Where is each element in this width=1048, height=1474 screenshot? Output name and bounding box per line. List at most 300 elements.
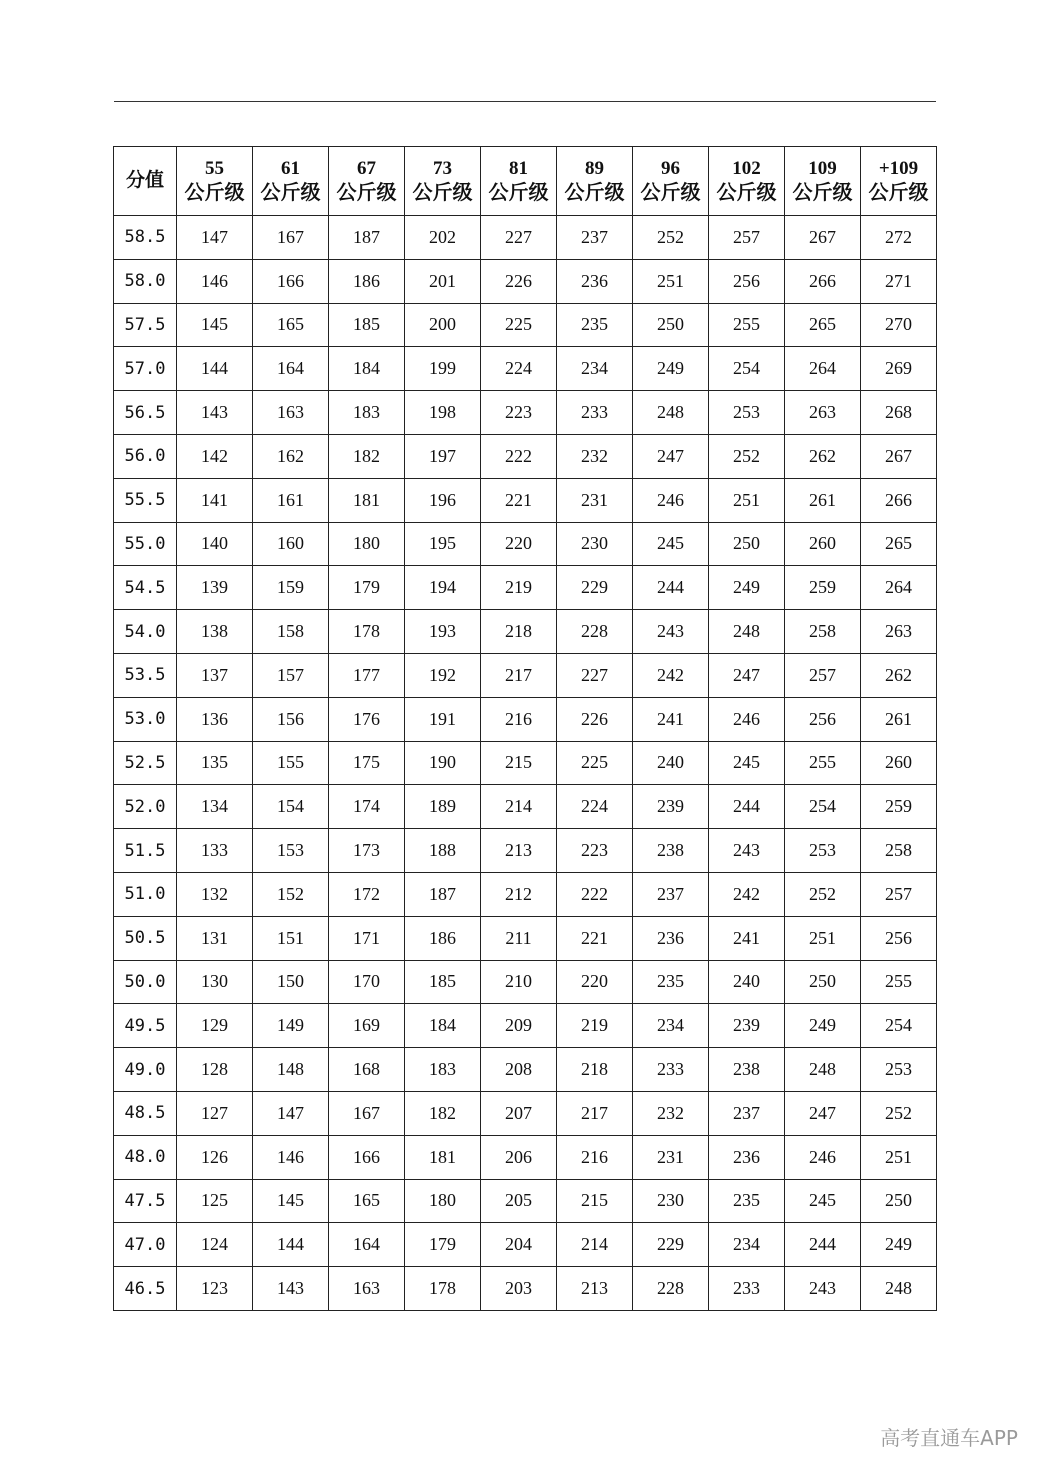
value-cell: 133 — [177, 829, 253, 873]
value-cell: 254 — [861, 1004, 937, 1048]
value-cell: 216 — [557, 1135, 633, 1179]
value-cell: 210 — [481, 960, 557, 1004]
value-cell: 165 — [329, 1179, 405, 1223]
value-cell: 240 — [709, 960, 785, 1004]
table-row — [114, 1048, 937, 1092]
value-cell: 266 — [861, 478, 937, 522]
score-cell: 57.5 — [114, 303, 177, 347]
value-cell: 155 — [253, 741, 329, 785]
value-cell: 218 — [481, 610, 557, 654]
table-row — [114, 216, 937, 260]
weight-class-header — [329, 147, 405, 216]
weight-value: +109 — [878, 158, 919, 179]
value-cell: 234 — [633, 1004, 709, 1048]
value-cell: 239 — [709, 1004, 785, 1048]
score-cell: 47.0 — [114, 1223, 177, 1267]
score-cell: 51.0 — [114, 872, 177, 916]
value-cell: 177 — [329, 653, 405, 697]
value-cell: 184 — [329, 347, 405, 391]
value-cell: 239 — [633, 785, 709, 829]
value-cell: 178 — [405, 1267, 481, 1311]
value-cell: 132 — [177, 872, 253, 916]
value-cell: 234 — [557, 347, 633, 391]
weight-class-header — [481, 147, 557, 216]
value-cell: 135 — [177, 741, 253, 785]
value-cell: 131 — [177, 916, 253, 960]
value-cell: 185 — [329, 303, 405, 347]
value-cell: 140 — [177, 522, 253, 566]
value-cell: 222 — [557, 872, 633, 916]
score-cell: 49.0 — [114, 1048, 177, 1092]
value-cell: 171 — [329, 916, 405, 960]
table-row — [114, 872, 937, 916]
value-cell: 175 — [329, 741, 405, 785]
weight-value: 109 — [808, 158, 837, 179]
table-row — [114, 960, 937, 1004]
score-cell: 55.5 — [114, 478, 177, 522]
weight-class-header — [785, 147, 861, 216]
value-cell: 248 — [709, 610, 785, 654]
score-cell: 54.0 — [114, 610, 177, 654]
value-cell: 270 — [861, 303, 937, 347]
value-cell: 256 — [709, 259, 785, 303]
table-row — [114, 741, 937, 785]
value-cell: 237 — [557, 216, 633, 260]
value-cell: 191 — [405, 697, 481, 741]
top-rule — [114, 101, 936, 102]
value-cell: 129 — [177, 1004, 253, 1048]
value-cell: 125 — [177, 1179, 253, 1223]
value-cell: 203 — [481, 1267, 557, 1311]
value-cell: 214 — [481, 785, 557, 829]
score-cell: 47.5 — [114, 1179, 177, 1223]
weight-value: 55 — [205, 158, 224, 179]
score-cell: 54.5 — [114, 566, 177, 610]
value-cell: 228 — [633, 1267, 709, 1311]
table-row — [114, 303, 937, 347]
value-cell: 251 — [861, 1135, 937, 1179]
value-cell: 166 — [253, 259, 329, 303]
header-row — [114, 147, 937, 216]
value-cell: 215 — [557, 1179, 633, 1223]
weight-unit: 公斤级 — [640, 182, 701, 204]
value-cell: 152 — [253, 872, 329, 916]
value-cell: 229 — [633, 1223, 709, 1267]
value-cell: 250 — [861, 1179, 937, 1223]
weight-class-header — [405, 147, 481, 216]
score-cell: 58.5 — [114, 216, 177, 260]
value-cell: 267 — [785, 216, 861, 260]
value-cell: 225 — [481, 303, 557, 347]
value-cell: 226 — [481, 259, 557, 303]
value-cell: 126 — [177, 1135, 253, 1179]
value-cell: 148 — [253, 1048, 329, 1092]
value-cell: 216 — [481, 697, 557, 741]
value-cell: 199 — [405, 347, 481, 391]
value-cell: 252 — [861, 1091, 937, 1135]
value-cell: 187 — [329, 216, 405, 260]
value-cell: 159 — [253, 566, 329, 610]
score-cell: 53.0 — [114, 697, 177, 741]
value-cell: 249 — [861, 1223, 937, 1267]
value-cell: 143 — [253, 1267, 329, 1311]
value-cell: 262 — [861, 653, 937, 697]
value-cell: 172 — [329, 872, 405, 916]
table-row — [114, 1091, 937, 1135]
value-cell: 221 — [557, 916, 633, 960]
value-cell: 209 — [481, 1004, 557, 1048]
value-cell: 179 — [329, 566, 405, 610]
value-cell: 227 — [557, 653, 633, 697]
value-cell: 193 — [405, 610, 481, 654]
value-cell: 167 — [253, 216, 329, 260]
value-cell: 213 — [481, 829, 557, 873]
value-cell: 244 — [633, 566, 709, 610]
value-cell: 178 — [329, 610, 405, 654]
score-cell: 57.0 — [114, 347, 177, 391]
table-row — [114, 1135, 937, 1179]
value-cell: 212 — [481, 872, 557, 916]
value-cell: 243 — [785, 1267, 861, 1311]
value-cell: 257 — [785, 653, 861, 697]
score-cell: 50.0 — [114, 960, 177, 1004]
value-cell: 250 — [785, 960, 861, 1004]
table-row — [114, 1004, 937, 1048]
value-cell: 184 — [405, 1004, 481, 1048]
table-row — [114, 522, 937, 566]
weight-unit: 公斤级 — [716, 182, 777, 204]
value-cell: 153 — [253, 829, 329, 873]
value-cell: 249 — [785, 1004, 861, 1048]
value-cell: 127 — [177, 1091, 253, 1135]
value-cell: 188 — [405, 829, 481, 873]
value-cell: 245 — [709, 741, 785, 785]
value-cell: 248 — [633, 391, 709, 435]
value-cell: 258 — [861, 829, 937, 873]
value-cell: 241 — [633, 697, 709, 741]
value-cell: 256 — [861, 916, 937, 960]
weight-unit: 公斤级 — [336, 182, 397, 204]
weight-class-header — [709, 147, 785, 216]
weight-value: 61 — [281, 158, 300, 179]
value-cell: 147 — [253, 1091, 329, 1135]
value-cell: 252 — [633, 216, 709, 260]
value-cell: 219 — [481, 566, 557, 610]
value-cell: 217 — [481, 653, 557, 697]
value-cell: 263 — [785, 391, 861, 435]
value-cell: 247 — [709, 653, 785, 697]
score-cell: 46.5 — [114, 1267, 177, 1311]
table-row — [114, 1179, 937, 1223]
value-cell: 151 — [253, 916, 329, 960]
table-row — [114, 1267, 937, 1311]
value-cell: 169 — [329, 1004, 405, 1048]
value-cell: 138 — [177, 610, 253, 654]
value-cell: 254 — [709, 347, 785, 391]
value-cell: 247 — [785, 1091, 861, 1135]
weight-unit: 公斤级 — [868, 182, 929, 204]
value-cell: 128 — [177, 1048, 253, 1092]
value-cell: 180 — [329, 522, 405, 566]
value-cell: 176 — [329, 697, 405, 741]
value-cell: 202 — [405, 216, 481, 260]
value-cell: 201 — [405, 259, 481, 303]
value-cell: 272 — [861, 216, 937, 260]
value-cell: 259 — [785, 566, 861, 610]
table-row — [114, 785, 937, 829]
value-cell: 165 — [253, 303, 329, 347]
value-cell: 215 — [481, 741, 557, 785]
weight-value: 89 — [585, 158, 604, 179]
value-cell: 249 — [709, 566, 785, 610]
weight-class-header — [177, 147, 253, 216]
value-cell: 224 — [557, 785, 633, 829]
value-cell: 250 — [709, 522, 785, 566]
score-cell: 51.5 — [114, 829, 177, 873]
table-row — [114, 434, 937, 478]
value-cell: 247 — [633, 434, 709, 478]
value-cell: 257 — [861, 872, 937, 916]
value-cell: 244 — [709, 785, 785, 829]
value-cell: 246 — [709, 697, 785, 741]
value-cell: 260 — [785, 522, 861, 566]
value-cell: 254 — [785, 785, 861, 829]
value-cell: 236 — [709, 1135, 785, 1179]
value-cell: 258 — [785, 610, 861, 654]
table-row — [114, 566, 937, 610]
value-cell: 206 — [481, 1135, 557, 1179]
value-cell: 233 — [709, 1267, 785, 1311]
value-cell: 226 — [557, 697, 633, 741]
value-cell: 213 — [557, 1267, 633, 1311]
value-cell: 231 — [633, 1135, 709, 1179]
value-cell: 252 — [709, 434, 785, 478]
value-cell: 253 — [785, 829, 861, 873]
value-cell: 244 — [785, 1223, 861, 1267]
value-cell: 233 — [557, 391, 633, 435]
weight-value: 102 — [732, 158, 761, 179]
score-column-header: 分值 — [114, 147, 177, 216]
value-cell: 173 — [329, 829, 405, 873]
value-cell: 186 — [405, 916, 481, 960]
value-cell: 189 — [405, 785, 481, 829]
value-cell: 252 — [785, 872, 861, 916]
score-cell: 48.0 — [114, 1135, 177, 1179]
value-cell: 146 — [253, 1135, 329, 1179]
value-cell: 187 — [405, 872, 481, 916]
weight-class-header — [861, 147, 937, 216]
value-cell: 248 — [861, 1267, 937, 1311]
value-cell: 251 — [785, 916, 861, 960]
value-cell: 221 — [481, 478, 557, 522]
value-cell: 147 — [177, 216, 253, 260]
value-cell: 174 — [329, 785, 405, 829]
value-cell: 230 — [557, 522, 633, 566]
value-cell: 156 — [253, 697, 329, 741]
weight-value: 73 — [433, 158, 452, 179]
value-cell: 225 — [557, 741, 633, 785]
value-cell: 255 — [709, 303, 785, 347]
value-cell: 236 — [633, 916, 709, 960]
value-cell: 242 — [633, 653, 709, 697]
value-cell: 164 — [253, 347, 329, 391]
value-cell: 238 — [709, 1048, 785, 1092]
value-cell: 139 — [177, 566, 253, 610]
value-cell: 145 — [177, 303, 253, 347]
value-cell: 265 — [785, 303, 861, 347]
value-cell: 183 — [405, 1048, 481, 1092]
table-row — [114, 391, 937, 435]
value-cell: 246 — [785, 1135, 861, 1179]
value-cell: 266 — [785, 259, 861, 303]
table-row — [114, 478, 937, 522]
weight-class-header — [633, 147, 709, 216]
value-cell: 262 — [785, 434, 861, 478]
value-cell: 255 — [785, 741, 861, 785]
weight-unit: 公斤级 — [564, 182, 625, 204]
weight-unit: 公斤级 — [792, 182, 853, 204]
score-cell: 56.5 — [114, 391, 177, 435]
value-cell: 163 — [253, 391, 329, 435]
weight-unit: 公斤级 — [260, 182, 321, 204]
value-cell: 238 — [633, 829, 709, 873]
score-cell: 55.0 — [114, 522, 177, 566]
value-cell: 160 — [253, 522, 329, 566]
table-body — [114, 216, 937, 1311]
score-table — [113, 146, 937, 1311]
value-cell: 183 — [329, 391, 405, 435]
value-cell: 233 — [633, 1048, 709, 1092]
table-row — [114, 259, 937, 303]
value-cell: 251 — [709, 478, 785, 522]
value-cell: 162 — [253, 434, 329, 478]
value-cell: 245 — [633, 522, 709, 566]
watermark: 高考直通车APP — [880, 1426, 1018, 1450]
score-cell: 50.5 — [114, 916, 177, 960]
value-cell: 229 — [557, 566, 633, 610]
value-cell: 143 — [177, 391, 253, 435]
value-cell: 224 — [481, 347, 557, 391]
value-cell: 253 — [709, 391, 785, 435]
value-cell: 260 — [861, 741, 937, 785]
table-row — [114, 829, 937, 873]
value-cell: 144 — [253, 1223, 329, 1267]
value-cell: 241 — [709, 916, 785, 960]
value-cell: 251 — [633, 259, 709, 303]
value-cell: 144 — [177, 347, 253, 391]
value-cell: 255 — [861, 960, 937, 1004]
value-cell: 170 — [329, 960, 405, 1004]
value-cell: 263 — [861, 610, 937, 654]
value-cell: 265 — [861, 522, 937, 566]
value-cell: 145 — [253, 1179, 329, 1223]
value-cell: 164 — [329, 1223, 405, 1267]
value-cell: 250 — [633, 303, 709, 347]
value-cell: 231 — [557, 478, 633, 522]
value-cell: 123 — [177, 1267, 253, 1311]
value-cell: 168 — [329, 1048, 405, 1092]
score-cell: 58.0 — [114, 259, 177, 303]
value-cell: 223 — [481, 391, 557, 435]
value-cell: 253 — [861, 1048, 937, 1092]
weight-class-header — [557, 147, 633, 216]
value-cell: 235 — [709, 1179, 785, 1223]
value-cell: 179 — [405, 1223, 481, 1267]
value-cell: 220 — [557, 960, 633, 1004]
value-cell: 236 — [557, 259, 633, 303]
value-cell: 134 — [177, 785, 253, 829]
value-cell: 166 — [329, 1135, 405, 1179]
weight-class-header — [253, 147, 329, 216]
table-row — [114, 916, 937, 960]
value-cell: 181 — [329, 478, 405, 522]
value-cell: 204 — [481, 1223, 557, 1267]
value-cell: 214 — [557, 1223, 633, 1267]
value-cell: 257 — [709, 216, 785, 260]
value-cell: 197 — [405, 434, 481, 478]
value-cell: 157 — [253, 653, 329, 697]
value-cell: 220 — [481, 522, 557, 566]
value-cell: 235 — [633, 960, 709, 1004]
score-cell: 53.5 — [114, 653, 177, 697]
value-cell: 130 — [177, 960, 253, 1004]
value-cell: 142 — [177, 434, 253, 478]
value-cell: 267 — [861, 434, 937, 478]
score-cell: 52.0 — [114, 785, 177, 829]
value-cell: 261 — [861, 697, 937, 741]
value-cell: 227 — [481, 216, 557, 260]
value-cell: 230 — [633, 1179, 709, 1223]
value-cell: 235 — [557, 303, 633, 347]
value-cell: 222 — [481, 434, 557, 478]
value-cell: 198 — [405, 391, 481, 435]
value-cell: 211 — [481, 916, 557, 960]
value-cell: 154 — [253, 785, 329, 829]
value-cell: 158 — [253, 610, 329, 654]
value-cell: 264 — [785, 347, 861, 391]
value-cell: 232 — [633, 1091, 709, 1135]
weight-unit: 公斤级 — [488, 182, 549, 204]
value-cell: 136 — [177, 697, 253, 741]
score-cell: 48.5 — [114, 1091, 177, 1135]
value-cell: 146 — [177, 259, 253, 303]
weight-value: 67 — [357, 158, 376, 179]
value-cell: 271 — [861, 259, 937, 303]
table-row — [114, 653, 937, 697]
value-cell: 195 — [405, 522, 481, 566]
value-cell: 218 — [557, 1048, 633, 1092]
value-cell: 181 — [405, 1135, 481, 1179]
value-cell: 180 — [405, 1179, 481, 1223]
value-cell: 137 — [177, 653, 253, 697]
value-cell: 243 — [633, 610, 709, 654]
table-row — [114, 697, 937, 741]
value-cell: 259 — [861, 785, 937, 829]
value-cell: 237 — [709, 1091, 785, 1135]
table-row — [114, 1223, 937, 1267]
value-cell: 150 — [253, 960, 329, 1004]
value-cell: 192 — [405, 653, 481, 697]
table-row — [114, 347, 937, 391]
value-cell: 234 — [709, 1223, 785, 1267]
value-cell: 182 — [405, 1091, 481, 1135]
value-cell: 124 — [177, 1223, 253, 1267]
value-cell: 264 — [861, 566, 937, 610]
value-cell: 237 — [633, 872, 709, 916]
value-cell: 208 — [481, 1048, 557, 1092]
value-cell: 161 — [253, 478, 329, 522]
value-cell: 207 — [481, 1091, 557, 1135]
